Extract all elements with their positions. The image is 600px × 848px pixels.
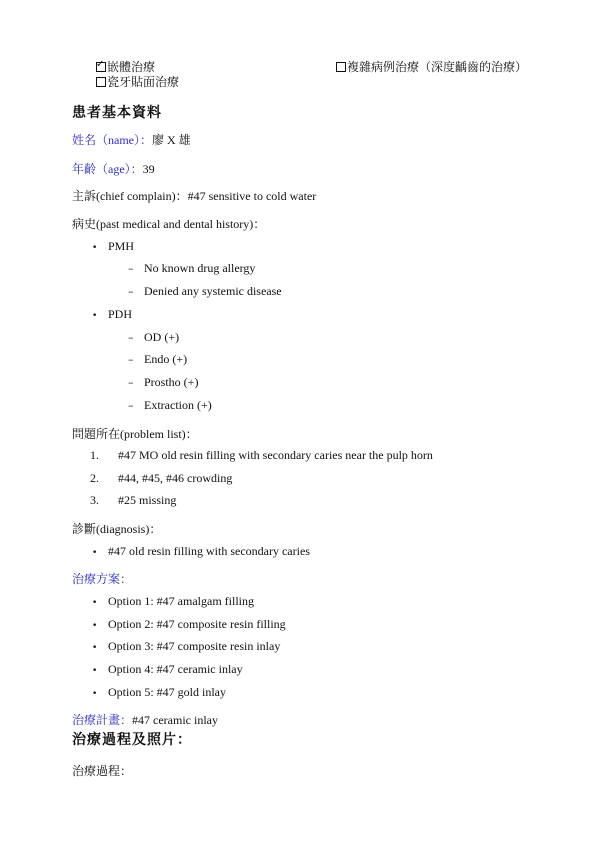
dash-icon: – xyxy=(128,285,134,298)
treatment-plan-label: 治療計畫： xyxy=(72,713,133,727)
process-label: 治療過程： xyxy=(72,764,133,778)
chief-complain: 主訴(chief complain)：#47 sensitive to cold water xyxy=(72,189,317,203)
history-label: 病史(past medical and dental history)： xyxy=(72,217,266,231)
checkbox-icon[interactable] xyxy=(336,62,346,72)
bullet-icon: • xyxy=(92,621,98,631)
dash-icon: – xyxy=(128,331,134,344)
dash-icon: – xyxy=(128,399,134,412)
name-label: 姓名（name）： xyxy=(72,133,152,147)
patient-name-line xyxy=(72,131,191,148)
patient-age-line xyxy=(72,160,155,177)
checkbox-veneer[interactable]: 瓷牙貼面治療 xyxy=(96,73,179,90)
checkbox-inlay-treatment[interactable]: ✓嵌體治療 xyxy=(96,58,155,75)
bullet-icon: • xyxy=(92,243,98,253)
checkbox-complex-case[interactable]: 複雜病例治療（深度齲齒的治療） xyxy=(336,58,527,75)
list-item: – No known drug allergy xyxy=(128,261,256,275)
list-item: • #47 old resin filling with secondary caries xyxy=(92,544,310,558)
checked-box-icon[interactable] xyxy=(96,62,106,72)
list-item: – Extraction (+) xyxy=(128,398,212,412)
list-item: – OD (+) xyxy=(128,330,180,344)
list-item: • Option 4: #47 ceramic inlay xyxy=(92,662,243,676)
bullet-icon: • xyxy=(92,643,98,653)
list-item: • PMH xyxy=(92,239,135,253)
dash-icon: – xyxy=(128,262,134,275)
list-item: • Option 2: #47 composite resin filling xyxy=(92,617,286,631)
bullet-icon: • xyxy=(92,548,98,558)
diagnosis-label: 診斷(diagnosis)： xyxy=(72,522,162,536)
list-item: 2. #44, #45, #46 crowding xyxy=(90,471,233,485)
list-item: – Denied any systemic disease xyxy=(128,284,282,298)
dash-icon: – xyxy=(128,376,134,389)
section-title-process: 治療過程及照片： xyxy=(72,733,192,748)
list-item: 3. #25 missing xyxy=(90,493,177,507)
section-title-patient-info: 患者基本資料 xyxy=(72,106,162,121)
age-label: 年齡（age）： xyxy=(72,162,143,176)
treatment-plan-value: #47 ceramic inlay xyxy=(132,713,218,727)
dash-icon: – xyxy=(128,353,134,366)
treatment-plan-line xyxy=(72,711,218,728)
list-item: • PDH xyxy=(92,307,133,321)
list-item: • Option 3: #47 composite resin inlay xyxy=(92,639,281,653)
bullet-icon: • xyxy=(92,311,98,321)
treatment-options-label: 治療方案： xyxy=(72,572,133,586)
list-item: – Prostho (+) xyxy=(128,375,199,389)
problem-list-label: 問題所在(problem list)： xyxy=(72,427,198,441)
checkbox-icon[interactable] xyxy=(96,77,106,87)
bullet-icon: • xyxy=(92,598,98,608)
bullet-icon: • xyxy=(92,689,98,699)
list-item: 1. #47 MO old resin filling with secondary caries near the pulp horn xyxy=(90,448,433,462)
list-item: • Option 1: #47 amalgam filling xyxy=(92,594,254,608)
name-value: 廖 X 雄 xyxy=(152,133,191,147)
list-item: – Endo (+) xyxy=(128,352,188,366)
list-item: • Option 5: #47 gold inlay xyxy=(92,685,226,699)
age-value: 39 xyxy=(142,162,155,176)
bullet-icon: • xyxy=(92,666,98,676)
